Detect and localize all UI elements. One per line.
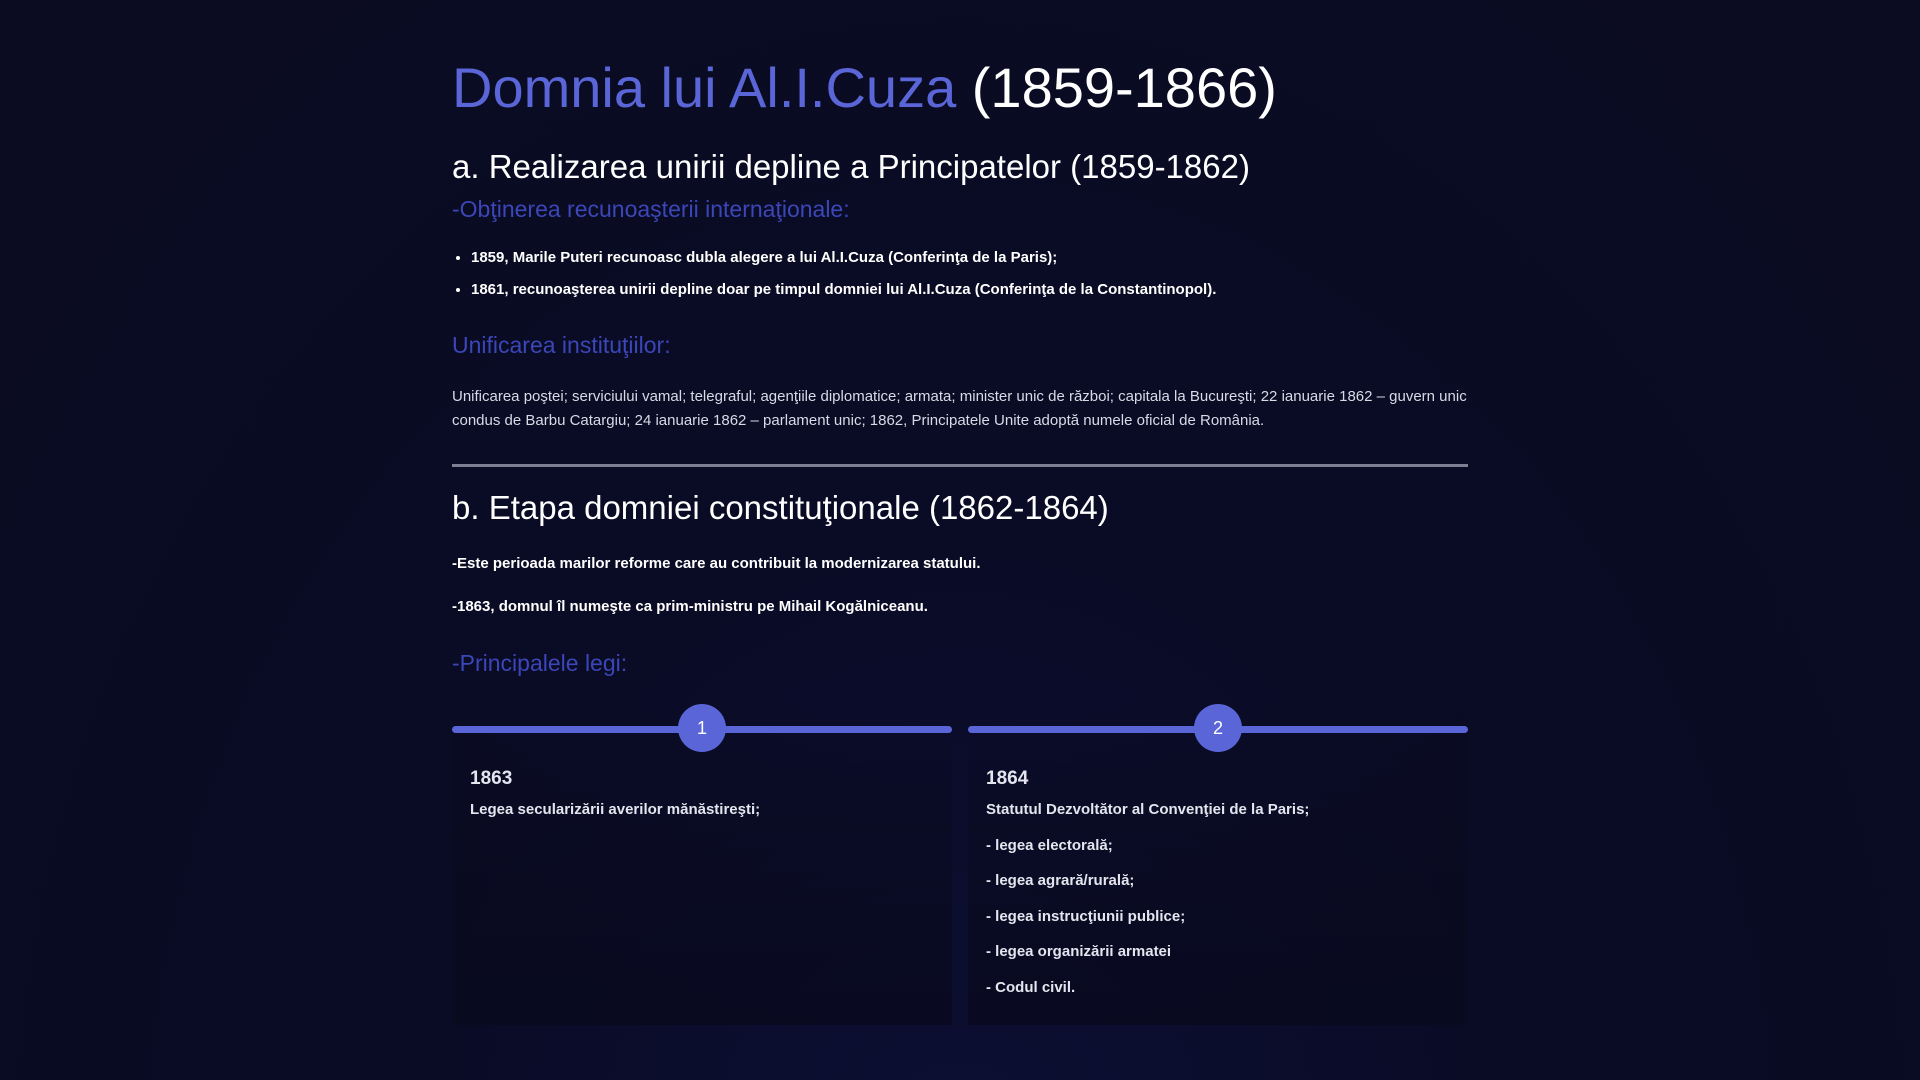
- timeline-step-1: [452, 700, 952, 1025]
- page-title: [452, 52, 1277, 124]
- institutions-paragraph: Unificarea poştei; serviciului vamal; telegraful; agenţiile diplomatice; armata; minister unic de război; capitala la Bucureşti; 22 ianuarie 1862 – guvern unic condus de Barbu Catargiu; 24 ianuarie 1862 – parlament unic; 1862, Principatele Unite adoptă numele oficial de România.: [452, 388, 1467, 429]
- list-item: - legea agrară/rurală;: [986, 872, 1135, 889]
- reforms-line: -Este perioada marilor reforme care au contribuit la modernizarea statului.: [452, 555, 981, 572]
- recognition-heading: -Obţinerea recunoaşterii internaţionale:: [452, 196, 850, 222]
- section-b-title: b. Etapa domniei constituţionale (1862-1864): [452, 489, 1109, 526]
- list-item: Statutul Dezvoltător al Convenţiei de la Paris;: [986, 801, 1310, 818]
- page-title-years: (1859-1866): [971, 56, 1277, 119]
- timeline-items: [470, 800, 760, 836]
- prime-minister-line: -1863, domnul îl numeşte ca prim-ministru pe Mihail Kogălniceanu.: [452, 598, 928, 615]
- list-item: - legea organizării armatei: [986, 943, 1172, 960]
- section-a-title: a. Realizarea unirii depline a Principatelor (1859-1862): [452, 148, 1250, 185]
- list-item: • 1859, Marile Puteri recunoasc dubla alegere a lui Al.I.Cuza (Conferinţa de la Paris);: [471, 248, 1216, 268]
- timeline-year: 1864: [986, 768, 1029, 789]
- list-item: - legea instrucţiunii publice;: [986, 907, 1186, 925]
- section-divider: [452, 464, 1468, 467]
- list-item: • 1861, recunoaşterea unirii depline doar pe timpul domniei lui Al.I.Cuza (Conferinţa de la Constantinopol).: [471, 280, 1216, 300]
- laws-heading: -Principalele legi:: [452, 650, 628, 676]
- recognition-list: [452, 248, 1216, 312]
- list-item: Legea secularizării averilor mănăstireşti;: [470, 801, 761, 818]
- timeline-items: [986, 800, 1309, 1013]
- page-title-accent: Domnia lui Al.I.Cuza: [452, 56, 957, 119]
- timeline-step-number: 2: [1194, 704, 1242, 752]
- list-item: - Codul civil.: [986, 978, 1076, 996]
- lesson-page: [452, 0, 1468, 1080]
- timeline-year: 1863: [470, 768, 513, 789]
- list-item: - legea electorală;: [986, 836, 1113, 854]
- institutions-heading: Unificarea instituţiilor:: [452, 332, 671, 358]
- timeline-step-number: 1: [678, 704, 726, 752]
- timeline-step-2: [968, 700, 1468, 1025]
